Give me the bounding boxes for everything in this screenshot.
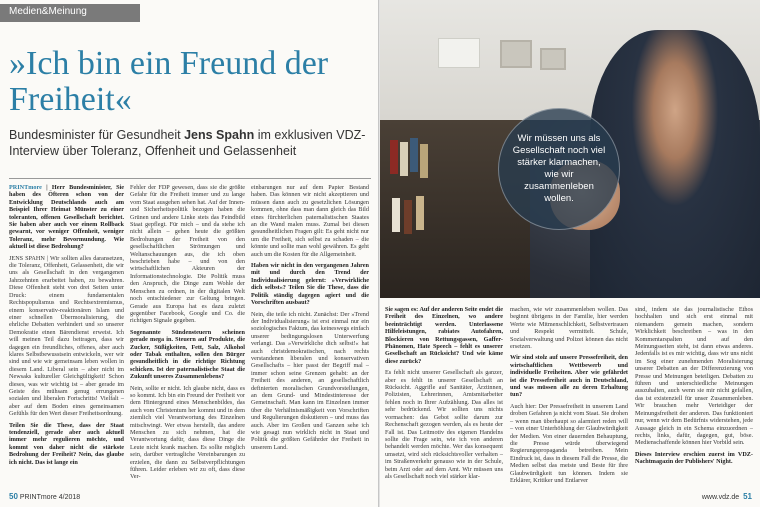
section-tab — [0, 4, 140, 22]
subhead-pre: Bundesminister für Gesundheit — [9, 128, 185, 142]
left-footer-text: PRINTmore 4/2018 — [17, 494, 81, 501]
photo-book — [416, 196, 424, 230]
interview-paragraph: Es fehlt nicht unserer Gesellschaft als ganzer, aber es fehlt in unserer Gesellschaft an Rücksicht. Aggrifle auf Sanitäter, Ärztinnen, Polizisten, Lehrerinnen, Amtsmitarbeiter fehlen noch in Ihrer Aufzählung. Das alles ist sehr bedrückend. Wir sollten uns nichts vormachen: das Gebot sollte darum zur Rechenschaft gezogen werden, als es heute der Fall ist. Das Leitmotiv des eigenen Handelns sollte die Frage sein, wie ich von anderen behandelt werden möchte. Wer das konsequent umsetzt, wird sich rücksichtsvoller verhalten – im Straßenverkehr genauso wie in der Schule, beim Arzt oder auf dem Amt. Wir müssen uns als Gesellschaft noch viel stärker klar- — [385, 369, 503, 480]
photo-frame — [540, 48, 566, 70]
text-column-4 — [385, 306, 503, 484]
photo-book — [410, 138, 418, 172]
brand-label: PRINTmore — [9, 184, 42, 191]
interview-paragraph — [9, 184, 124, 251]
photo-book — [420, 144, 428, 178]
subhead-post: im exklusiven VDZ-Interview über Toleranz, Offenheit und Gelassenheit — [9, 128, 366, 158]
interview-question: Dieses Interview erschien zuerst im VDZ-Nachtmagazin der Publishers' Night. — [635, 450, 753, 466]
left-page — [0, 0, 378, 507]
text-column-1 — [9, 184, 124, 464]
interview-paragraph: Fehler der FDP gewesen, dass sie die größte Gefahr für die Freiheit immer und zu lange vom Staat ausgehen sehen hat. Auf der Innen- und Sicherheitspolitik bezogen haben die Grünen und andere Linke stets das Feindbild Staat gepflegt. Für mich – und da stehe ich nicht allein – gehen heute die größten Bedrohungen der Freiheit von den gesellschaftlichen Strömungen und Weltanschauungen aus, die ich oben beschrieben habe – und von den wirtschaftlichen Akteuren der Informationstechnologie. Die Politik muss den Anspruch, die Dinge zum Wohle der Menschen zu ordnen, in der digitalen Welt noch entschiedener zur Geltung bringen. Gerade aus Europa hat es dazu zuletzt gegenüber Facebook, Google und Co. die richtigen Signale gegeben. — [130, 184, 245, 325]
left-page-number: 50 — [9, 492, 18, 501]
right-footer — [702, 492, 752, 501]
photo-book — [404, 200, 412, 234]
interview-paragraph: einbarungen nur auf dem Papier Bestand haben. Das können wir nicht akzeptieren und müssen dann auch zu gesetzlichen Lösungen kommen, ohne dass man dann gleich das Bild eines fürchterlichen paternalistischen Staates an die Wand malen muss. Zumal bei diesen gesundheitlichen Fragen gilt: Es geht nicht nur um die Freiheit, sich selbst zu schaden – die könnte und sollte man wohl gewähren. Es geht auch um die Kosten für die Allgemeinheit. — [251, 184, 369, 258]
question-text: | Herr Bundesminister, Sie haben des Öfteren schon von der Entwicklung Deutschlands auch am Beispiel Ihrer Heimat Münster zu einer toleranten, offenen Gesellschaft berichtet. Sie haben aber auch vor einem Rollback gewarnt, vor weniger Offenheit, weniger Toleranz, mehr Bevormundung. Wie aktuell ist diese Bedrohung? — [9, 184, 124, 251]
photo-book — [400, 142, 408, 176]
interview-question: Sie sagen es: Auf der anderen Seite endet die Freiheit des Einzelnen, wo andere beeinträchtigt werden. Unterlassene Hilfeleistungen, rabiates Autofahren, Blockieren von Rettungsgassen, Gaffer-Phänomen, Hate Speech – fehlt es unserer Gesellschaft an Rücksicht? Und wie käme diese zurück? — [385, 306, 503, 365]
interview-paragraph: Auch hier: Der Pressefreiheit in unserem Land droben Gefahren ja nicht vom Staat. Sie drohen – wenn man überhaupt so alarmiert reden will – von einer Unterhöhlung der Glaubwürdigkeit der Medien. Von einer dauernden Behauptung, die Presse würde überwiegend Regierungspropaganda betreiben. Mein Eindruck ist, dass in diesem Fall die Presse, die Medien selbst das meiste und Beste für ihre Glaubwürdigkeit tun können. Indem sie Erklärer, Kritiker und Entlarver — [510, 402, 628, 484]
interview-question: Sogenannte Sündensteuern scheinen gerade mega in. Steuern auf Produkte, die Zucker, Süßigkeiten, Fett, Salz, Alkohol oder Tabak enthalten, sollen den Bürger gesundheitlich in die richtige Richtung schicken. Ist der paternalistische Staat die Zukunft unseres Zusammenlebens? — [130, 328, 245, 381]
interview-paragraph: machen, wie wir zusammenleben wollen. Das beginnt übrigens in der Familie, hier werden Werte wie Mitmenschlichkeit, Selbstvertrauen und Respekt vermittelt. Schule, Sozialverwaltung und Polizei können das nicht ersetzen. — [510, 306, 628, 351]
right-footer-url: www.vdz.de — [701, 494, 740, 501]
interview-paragraph: sind, indem sie das journalistische Ethos hochhalten und sich erst einmal mit niemandem gemein machen, sondern Wirklichkeit beschreiben – was in den Kommentarspalten und auf den Meinungsseiten steht, ist dann etwas anderes. Jedenfalls ist es mir wichtig, dass wir uns nicht im Sog einer zunehmenden Moralisierung unserer Debatten an der Differenzierung von Presse und Meinungen beteiligen. Debatten zu führen und unterschiedliche Meinungen auszuhalten, auch wenn sie mir nicht gefallen, das ist existenziell für unser Zusammenleben. Wir brauchen mehr Verteidiger der Meinungsfreiheit der anderen. Das funktioniert nur, wenn wir dem Bedürfnis widerstehen, jede Aussage gleich in ein Schema einzuordnen – rechts, links, dafür, dagegen, gut, böse. Medienschaffende können hier Vorbild sein. — [635, 306, 753, 447]
interview-question: Teilen Sie die These, dass der Staat tendenziell, gerade aber auch aktuell immer mehr regulieren möchte, und kommt von daher nicht die stärkste Bedrohung der Freiheit? Nein, das glaube ich nicht. Das ist lange ein — [9, 421, 124, 466]
photo-book — [392, 198, 400, 232]
headline-rule — [9, 178, 371, 179]
text-column-2 — [130, 184, 245, 481]
interview-paragraph: Nein, sollte er nicht. Ich glaube nicht, dass es so kommt. Ich bin ein Freund der Freiheit vor dem Hintergrund eines Menschenbildes, das auch vom Christentum her kommt und in dem ziemlich viel Verantwortung des Einzelnen mitschwingt. Wer etwas herstellt, das andere Menschen zu sich nehmen, hat die Verantwortung dafür, dass diese Dinge die Leute nicht krank machen. Es sollte möglich sein, darüber vertragliche Vereinbarungen zu erzielen, die dann zu Selbstverpflichtungen führen. Leider erleben wir zu oft, dass diese Ver- — [130, 384, 245, 481]
article-subhead — [9, 128, 374, 159]
pull-quote-bubble — [498, 108, 620, 230]
subhead-name: Jens Spahn — [184, 128, 255, 142]
photo-book — [390, 140, 398, 174]
interview-question: Haben wir nicht in den vergangenen Jahren mit und durch den Trend der Individualisierung gelernt: »Verwirkliche dich selbst«? Teilen Sie die These, dass die Politik ständig dagegen agiert und die Vorschriften ausbaut? — [251, 262, 369, 307]
article-headline: »Ich bin ein Freund der Freiheit« — [9, 45, 329, 118]
pull-quote-text: Wir müssen uns als Gesellschaft noch viel stärker klarmachen, wie wir zusammenleben wollen. — [512, 133, 606, 204]
right-page-number: 51 — [743, 492, 752, 501]
section-label: Medien&Meinung — [9, 6, 87, 17]
photo-lamp — [438, 38, 480, 68]
interview-paragraph: Nein, die teile ich nicht. Zunächst: Der »Trend der Individualisierung« ist erst einmal nur ein soziologisches Faktum, das keineswegs einfach unserer bedingungslosen Unterwerfung verlangt. Das »Verwirkliche dich selbst!« hat auch christdemokratischen, nach rechts verstandenen liberalen und konservativen Gesellschafts – hier passt der Begriff mal – immer schon seine Grenzen gehabt: an der Freiheit des anderen, an gesellschaftlich definierten moralischen Grundvorstellungen, an dem Grund- und Mindestinteresse der Gemeinschaft. Man kann im Einzelnen immer über die Verhältnismäßigkeit von Vorschriften und Regulierungen diskutieren – und muss das auch. Aber im Großen und Ganzen sehe ich wie gesagt nun wirklich nicht in Staat und Politik die größten Gefährder der Freiheit in unserem Land. — [251, 310, 369, 451]
text-column-5 — [510, 306, 628, 484]
portrait-photo — [380, 0, 760, 298]
left-footer — [9, 492, 80, 501]
photo-frame — [500, 40, 532, 68]
interview-paragraph: JENS SPAHN | Wir sollten alles daransetzen, die Toleranz, Offenheit, Gelassenheit, die wir uns als Gesellschaft in den vergangenen Jahrzehnten erarbeitet haben, zu bewahren. Diese Offenheit steht von drei Seiten unter Druck: einem fundamentalen Rechtspopulismus und Rechtsextremismus, einem konservativ-reaktionären Islam und einer schnellen Übermoralisierung, die ehrliche Debatten verhindert und so unserer Demokratie einen Bärendienst erweist. Ich will meinen Teil dazu beitragen, dass wir dagegen ein freundliches, offenes, aber auch klares Selbstbewusstsein entwickeln, wer wir sind und wie wir gemeinsam leben wollen in diesem Land. Liberal sein – aber nicht im Newsaks kultureller Gleichgültigkeit! Schon dieses, was wir wichtig ist – aber gerade im Geiste des mühsam genug errungenen sozialen und liberalen Fortschritts! Vielfalt – aber auf dem Boden eines gemeinsamen Gefühls für den Wert dieser Freiheitsordnung. — [9, 254, 124, 418]
interview-question: Wir sind stolz auf unsere Pressefreiheit, den wirtschaftlichen Wettbewerb und individuelle Freiheiten. Aber wie gefährdet ist die Pressefreiheit auch in Deutschland, und was müssen alle zu deren Erhaltung tun? — [510, 354, 628, 399]
text-column-6 — [635, 306, 753, 484]
right-page — [380, 0, 760, 507]
text-column-3 — [251, 184, 369, 464]
